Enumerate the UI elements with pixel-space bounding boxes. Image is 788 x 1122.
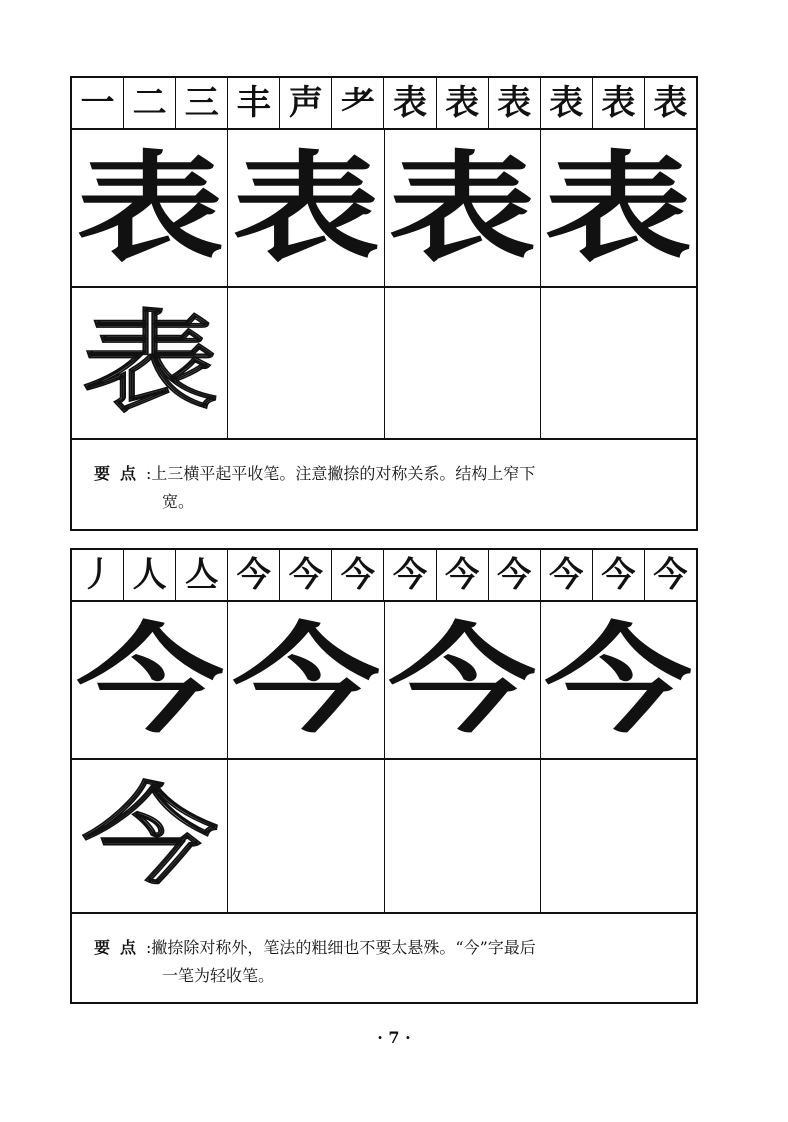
stroke-step: 今 xyxy=(549,555,584,595)
note-text-line1: 上三横平起平收笔。注意撇捺的对称关系。结构上窄下 xyxy=(151,464,536,483)
model-character: 表 xyxy=(232,138,380,277)
stroke-step-cell xyxy=(124,550,176,600)
model-character-cell xyxy=(385,130,541,286)
stroke-step-cell xyxy=(280,550,332,600)
stroke-step-cell xyxy=(541,78,593,128)
stroke-step-cell xyxy=(645,550,696,600)
stroke-step-cell xyxy=(437,550,489,600)
stroke-step: 今 xyxy=(288,555,323,595)
model-character: 今 xyxy=(75,610,224,749)
stroke-step: 今 xyxy=(236,555,271,595)
stroke-step: 今 xyxy=(445,555,480,595)
page-number: · 7 · xyxy=(377,1028,411,1047)
stroke-step: 表 xyxy=(653,83,688,123)
model-character-cell xyxy=(72,130,228,286)
stroke-step: 今 xyxy=(340,555,375,595)
outline-character: 表 xyxy=(82,300,218,426)
note-label: 要点 xyxy=(94,938,147,957)
stroke-step-cell xyxy=(645,78,696,128)
stroke-step-cell xyxy=(593,78,645,128)
outline-character: 今 xyxy=(82,773,218,899)
blank-practice-cell[interactable] xyxy=(385,288,541,438)
model-character: 表 xyxy=(75,138,224,277)
model-character: 今 xyxy=(544,610,693,749)
stroke-step: 表 xyxy=(497,83,532,123)
stroke-step-cell xyxy=(437,78,489,128)
model-character: 今 xyxy=(232,610,380,749)
stroke-step-cell xyxy=(541,550,593,600)
stroke-step: 二 xyxy=(132,83,167,123)
stroke-step: 今 xyxy=(653,555,688,595)
blank-practice-cell[interactable] xyxy=(228,760,384,912)
model-character-cell xyxy=(541,130,696,286)
model-character: 表 xyxy=(544,138,693,277)
stroke-step-cell xyxy=(176,78,228,128)
model-character-cell xyxy=(228,130,384,286)
note-text-line2: 宽。 xyxy=(162,492,195,511)
stroke-step: 表 xyxy=(445,83,480,123)
model-character-cell xyxy=(385,602,541,758)
stroke-order-row xyxy=(72,550,696,602)
model-character-row xyxy=(72,130,696,288)
stroke-step: 亼 xyxy=(184,555,219,595)
stroke-step: 耂 xyxy=(340,83,375,123)
key-points-note: 要点:上三横平起平收笔。注意撇捺的对称关系。结构上窄下 宽。 xyxy=(72,440,696,516)
model-character-cell xyxy=(541,602,696,758)
stroke-step-cell xyxy=(72,550,124,600)
stroke-step: 今 xyxy=(497,555,532,595)
stroke-step: 表 xyxy=(549,83,584,123)
outline-character-cell xyxy=(72,760,228,912)
stroke-step-cell xyxy=(176,550,228,600)
stroke-step-cell xyxy=(124,78,176,128)
stroke-step-cell xyxy=(280,78,332,128)
stroke-step: 声 xyxy=(288,83,323,123)
tracing-row xyxy=(72,288,696,440)
stroke-step: 三 xyxy=(184,83,219,123)
model-character: 今 xyxy=(388,610,536,749)
stroke-step: 丰 xyxy=(236,83,271,123)
stroke-step-cell xyxy=(332,550,384,600)
stroke-step-cell xyxy=(332,78,384,128)
stroke-step: 今 xyxy=(393,555,427,595)
note-text-line2: 一笔为轻收笔。 xyxy=(162,966,275,985)
outline-character-cell xyxy=(72,288,228,438)
stroke-step: 表 xyxy=(393,83,427,123)
practice-panel-jin xyxy=(70,548,698,1004)
model-character-row xyxy=(72,602,696,760)
stroke-step: 今 xyxy=(601,555,636,595)
model-character-cell xyxy=(228,602,384,758)
stroke-step-cell xyxy=(489,550,541,600)
stroke-step-cell xyxy=(228,550,280,600)
stroke-step-cell xyxy=(489,78,541,128)
stroke-step-cell xyxy=(228,78,280,128)
blank-practice-cell[interactable] xyxy=(228,288,384,438)
blank-practice-cell[interactable] xyxy=(541,760,696,912)
key-points-note: 要点:撇捺除对称外，笔法的粗细也不要太悬殊。“今”字最后 一笔为轻收笔。 xyxy=(72,914,696,990)
stroke-step-cell xyxy=(593,550,645,600)
stroke-step-cell xyxy=(72,78,124,128)
stroke-step: 丿 xyxy=(80,555,115,595)
model-character: 表 xyxy=(388,138,536,277)
blank-practice-cell[interactable] xyxy=(385,760,541,912)
stroke-step: 人 xyxy=(132,555,167,595)
stroke-step-cell xyxy=(384,550,436,600)
model-character-cell xyxy=(72,602,228,758)
note-label: 要点 xyxy=(94,464,147,483)
practice-panel-biao xyxy=(70,76,698,531)
blank-practice-cell[interactable] xyxy=(541,288,696,438)
note-text-line1: 撇捺除对称外，笔法的粗细也不要太悬殊。“今”字最后 xyxy=(151,938,536,957)
stroke-order-row xyxy=(72,78,696,130)
stroke-step: 表 xyxy=(601,83,636,123)
tracing-row xyxy=(72,760,696,914)
stroke-step: 一 xyxy=(80,83,115,123)
stroke-step-cell xyxy=(384,78,436,128)
